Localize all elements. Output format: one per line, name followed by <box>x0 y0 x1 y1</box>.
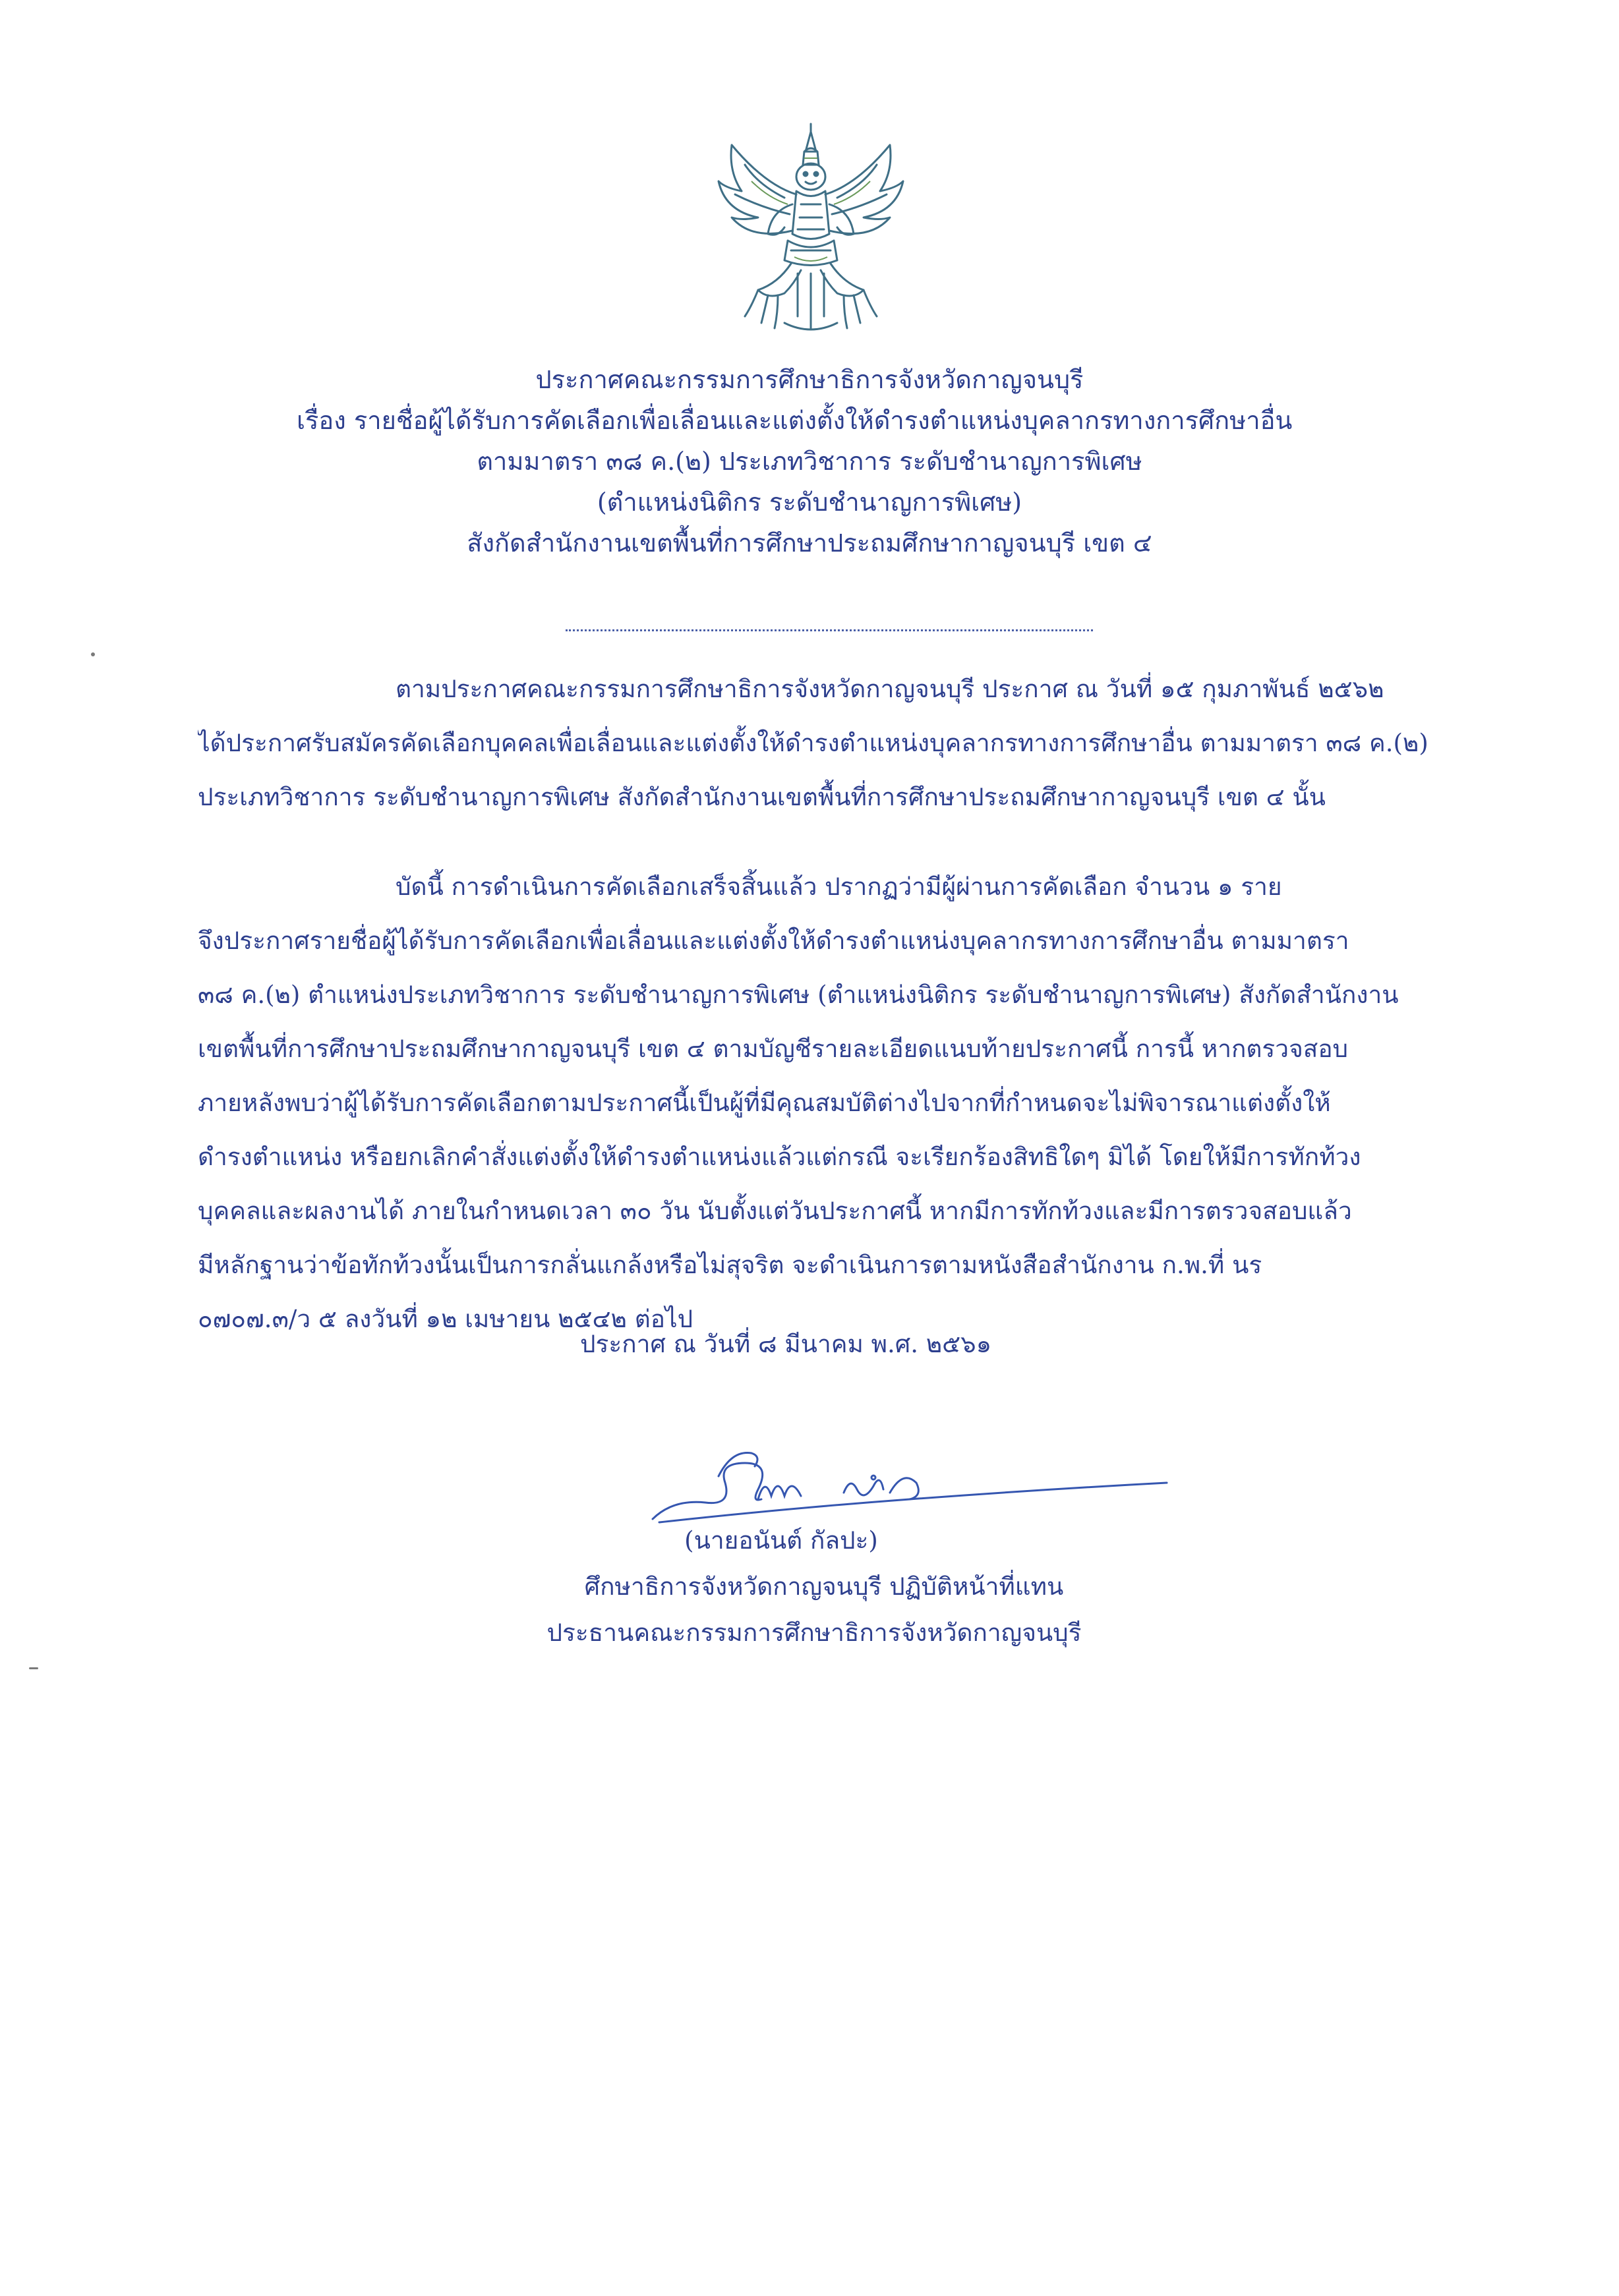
subject-line-3: ตามมาตรา ๓๘ ค.(๒) ประเภทวิชาการ ระดับชำนาญการพิเศษ <box>477 447 1142 476</box>
paragraph-1-line-1: ตามประกาศคณะกรรมการศึกษาธิการจังหวัดกาญจนบุรี ประกาศ ณ วันที่ ๑๕ กุมภาพันธ์ ๒๕๖๒ <box>396 675 1384 703</box>
signer-title: ศึกษาธิการจังหวัดกาญจนบุรี ปฏิบัติหน้าที่แทน <box>584 1572 1064 1601</box>
announcement-title: ประกาศคณะกรรมการศึกษาธิการจังหวัดกาญจนบุรี <box>535 365 1084 394</box>
signer-title-2: ประธานคณะกรรมการศึกษาธิการจังหวัดกาญจนบุรี <box>546 1619 1082 1647</box>
subject-line-5: สังกัดสำนักงานเขตพื้นที่การศึกษาประถมศึกษากาญจนบุรี เขต ๔ <box>467 529 1152 558</box>
paragraph-2-line-2: จึงประกาศรายชื่อผู้ได้รับการคัดเลือกเพื่อเลื่อนและแต่งตั้งให้ดำรงตำแหน่งบุคลากรทางการศึกษาอื่น ตามมาตรา <box>198 927 1349 955</box>
signer-name: (นายอนันต์ กัลปะ) <box>684 1526 878 1555</box>
garuda-emblem-icon <box>705 119 916 343</box>
paragraph-1-line-2: ได้ประกาศรับสมัครคัดเลือกบุคคลเพื่อเลื่อนและแต่งตั้งให้ดำรงตำแหน่งบุคลากรทางการศึกษาอื่น ตามมาตรา ๓๘ ค.(๒) <box>198 729 1428 757</box>
paragraph-2-line-3: ๓๘ ค.(๒) ตำแหน่งประเภทวิชาการ ระดับชำนาญการพิเศษ (ตำแหน่งนิติกร ระดับชำนาญการพิเศษ) สังกัดสำนักงาน <box>198 981 1399 1009</box>
paragraph-2-line-5: ภายหลังพบว่าผู้ได้รับการคัดเลือกตามประกาศนี้เป็นผู้ที่มีคุณสมบัติต่างไปจากที่กำหนดจะไม่พิจารณาแต่งตั้งให้ <box>198 1089 1331 1117</box>
paragraph-1-line-3: ประเภทวิชาการ ระดับชำนาญการพิเศษ สังกัดสำนักงานเขตพื้นที่การศึกษาประถมศึกษากาญจนบุรี เขต ๔ นั้น <box>198 783 1326 811</box>
paragraph-1 <box>198 662 1444 824</box>
handwritten-signature <box>646 1437 1173 1529</box>
header-divider <box>566 629 1093 631</box>
announcement-date: ประกาศ ณ วันที่ ๘ มีนาคม พ.ศ. ๒๕๖๑ <box>580 1330 992 1358</box>
paragraph-2-line-4: เขตพื้นที่การศึกษาประถมศึกษากาญจนบุรี เขต ๔ ตามบัญชีรายละเอียดแนบท้ายประกาศนี้ การนี้ หากตรวจสอบ <box>198 1035 1349 1063</box>
subject-line-4: (ตำแหน่งนิติกร ระดับชำนาญการพิเศษ) <box>597 488 1022 517</box>
document-header <box>198 359 1421 563</box>
paragraph-2 <box>198 860 1444 1346</box>
scan-speck <box>29 1667 38 1669</box>
paragraph-2-line-9: ๐๗๐๗.๓/ว ๕ ลงวันที่ ๑๒ เมษายน ๒๕๔๒ ต่อไป <box>198 1305 693 1333</box>
paragraph-2-line-8: มีหลักฐานว่าข้อทักท้วงนั้นเป็นการกลั่นแกล้งหรือไม่สุจริต จะดำเนินการตามหนังสือสำนักงาน ก.พ.ที่ นร <box>198 1251 1262 1279</box>
announcement-subject: เรื่อง รายชื่อผู้ได้รับการคัดเลือกเพื่อเลื่อนและแต่งตั้งให้ดำรงตำแหน่งบุคลากรทางการศึกษาอื่น <box>297 406 1293 435</box>
paragraph-2-line-7: บุคคลและผลงานได้ ภายในกำหนดเวลา ๓๐ วัน นับตั้งแต่วันประกาศนี้ หากมีการทักท้วงและมีการตรวจสอบแล้ว <box>198 1197 1352 1225</box>
paragraph-2-line-6: ดำรงตำแหน่ง หรือยกเลิกคำสั่งแต่งตั้งให้ดำรงตำแหน่งแล้วแต่กรณี จะเรียกร้องสิทธิใดๆ มิได้ โดยให้มีการทักท้วง <box>198 1143 1361 1171</box>
paragraph-2-line-1: บัดนี้ การดำเนินการคัดเลือกเสร็จสิ้นแล้ว ปรากฏว่ามีผู้ผ่านการคัดเลือก จำนวน ๑ ราย <box>396 873 1282 901</box>
scan-speck <box>91 652 95 656</box>
